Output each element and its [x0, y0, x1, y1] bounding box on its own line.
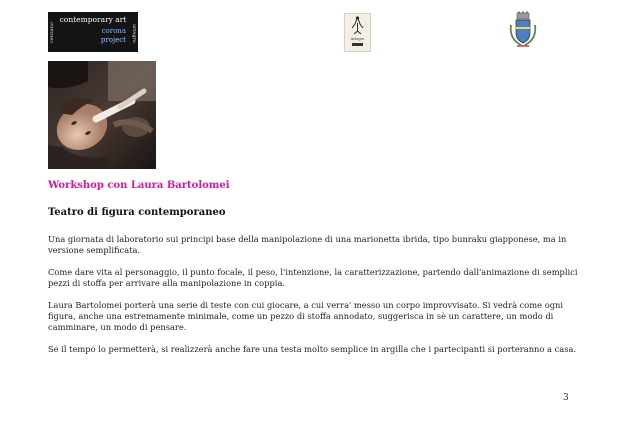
contemporary-art-logo	[48, 12, 138, 52]
workshop-photo	[48, 61, 156, 169]
logo-corona-text: corona	[101, 27, 126, 35]
paragraph-1: Una giornata di laboratorio sui principi base della manipolazione di una marionetta ibrida, tipo bunraku giapponese, ma in versione semplificata.	[48, 234, 567, 255]
paragraph-4: Se il tempo lo permetterà, si realizzerà anche fare una testa molto semplice in argilla che i partecipanti si porteranno a casa.	[48, 344, 577, 354]
workshop-heading: Workshop con Laura Bartolomei	[48, 180, 230, 191]
artegro-figure-icon	[345, 14, 370, 38]
logo-side-left-text: cenzano	[49, 22, 55, 44]
municipal-crest-icon	[507, 11, 539, 53]
workshop-subheading: Teatro di figura contemporaneo	[48, 207, 226, 218]
artegro-logo	[344, 13, 371, 52]
paragraph-2: Come dare vita al personaggio, il punto focale, il peso, l'intenzione, la caratterizzazione, partendo dall'animazione di semplici pezzi di stoffa per arrivare alla manipolazione in coppia.	[48, 267, 578, 288]
artegro-bar	[352, 43, 363, 46]
artegro-label: Artegro	[350, 37, 365, 41]
logo-title: contemporary art	[59, 15, 127, 24]
logo-side-right-text: artegro	[131, 23, 137, 43]
logo-project-text: project	[100, 36, 126, 44]
paragraph-3: Laura Bartolomei porterà una serie di teste con cui giocare, a cui verra' messo un corpo improvvisato. Si vedrà come ogni figura, anche una estremamente minimale, come un pezzo di stoffa annodato, suggerisca in sè un carattere, un modo di camminare, un modo di pensare.	[48, 300, 564, 332]
page-number: 3	[563, 393, 569, 403]
